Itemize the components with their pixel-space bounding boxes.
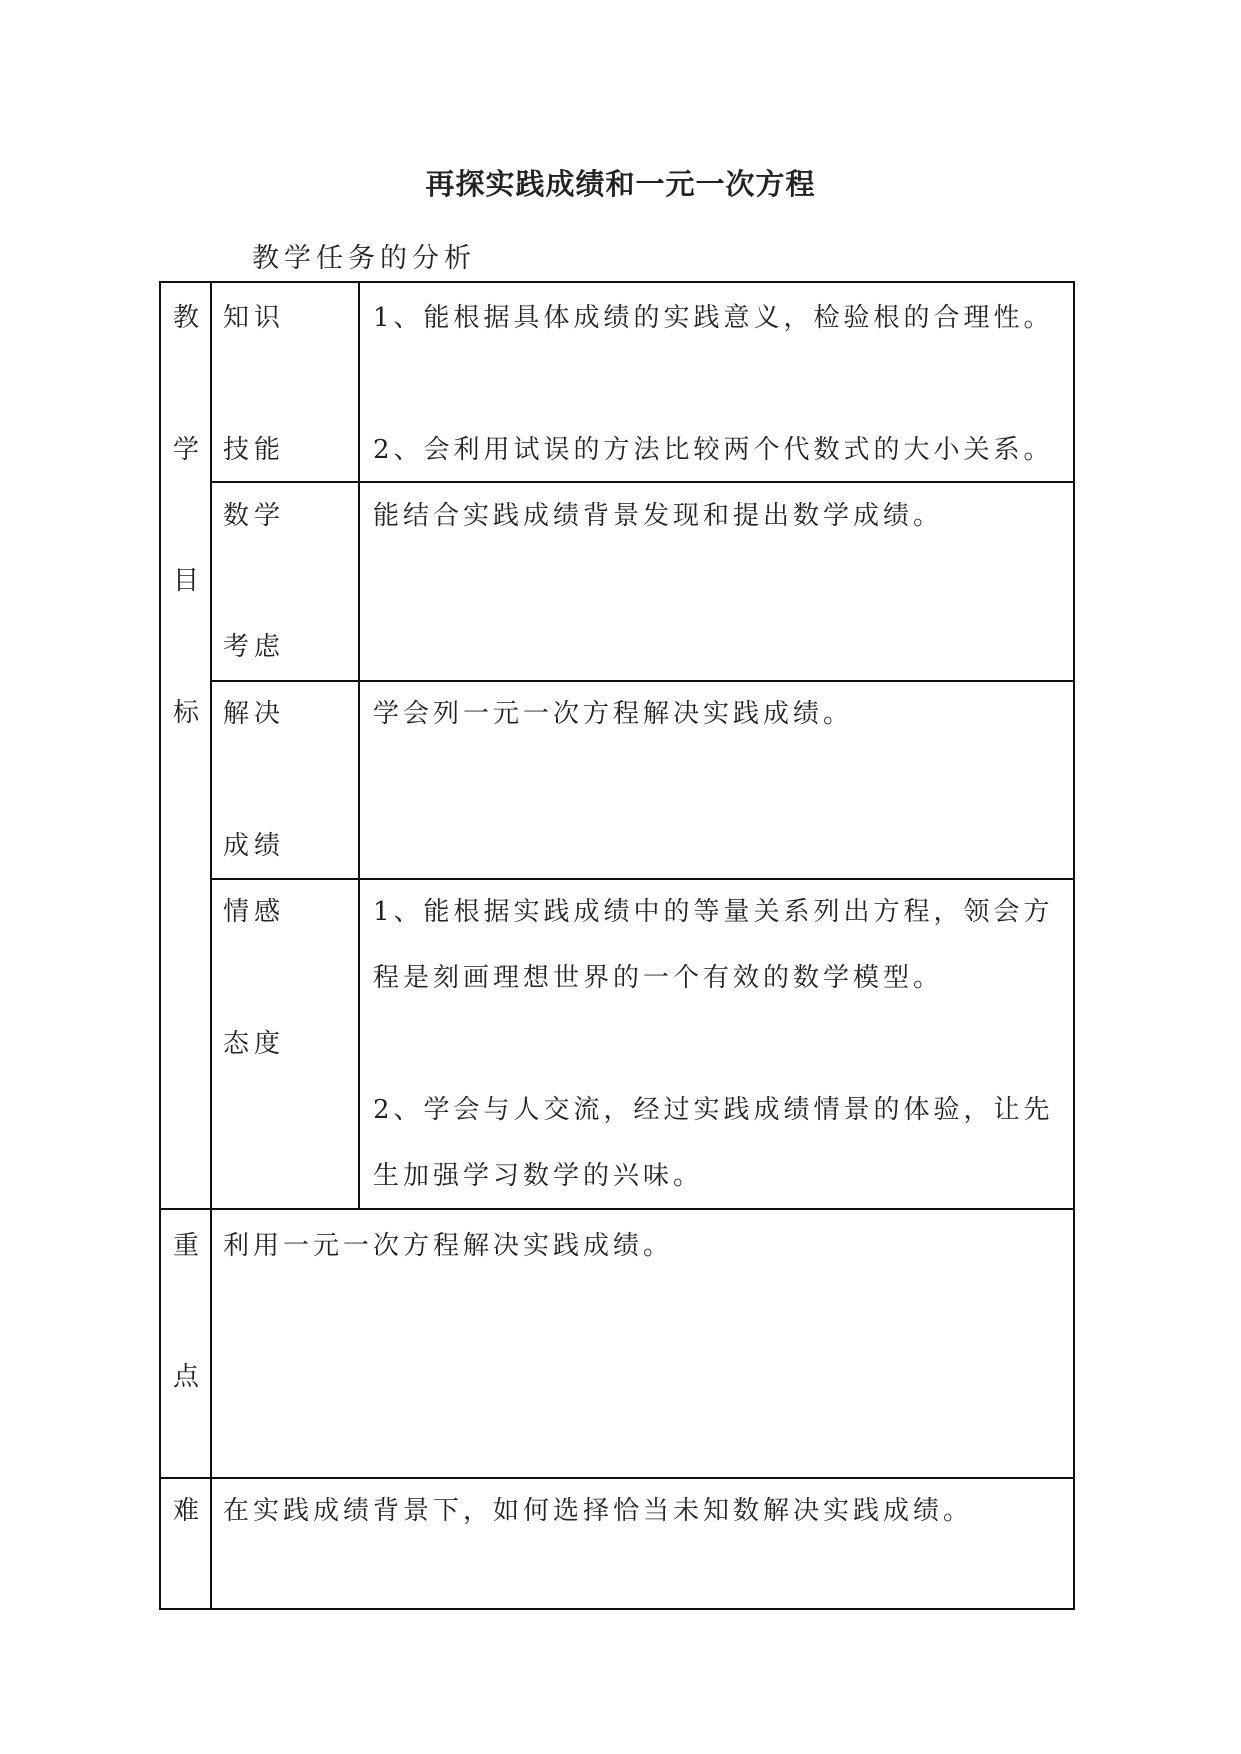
knowledge-item-2: 2、会利用试误的方法比较两个代数式的大小关系。 bbox=[373, 435, 1054, 465]
section-subtitle: 教学任务的分析 bbox=[252, 243, 476, 274]
problem-solving-label-top: 解决 bbox=[223, 699, 286, 729]
document-title: 再探实践成绩和一元一次方程 bbox=[425, 167, 816, 201]
math-thinking-text: 能结合实践成绩背景发现和提出数学成绩。 bbox=[373, 501, 944, 531]
emotion-label-bottom: 态度 bbox=[223, 1029, 286, 1059]
col-divider-2 bbox=[358, 283, 360, 1208]
math-thinking-label-top: 数学 bbox=[223, 501, 286, 531]
problem-solving-text: 学会列一元一次方程解决实践成绩。 bbox=[373, 699, 854, 729]
key-point-text: 利用一元一次方程解决实践成绩。 bbox=[223, 1231, 674, 1261]
key-point-label-char: 点 bbox=[173, 1362, 205, 1392]
emotion-item-1-line-2: 程是刻画理想世界的一个有效的数学模型。 bbox=[373, 963, 944, 993]
knowledge-label-top: 知识 bbox=[223, 303, 286, 333]
objectives-category-char: 目 bbox=[173, 566, 205, 596]
row-divider-objectives-end bbox=[161, 1208, 1073, 1210]
row-divider-math bbox=[210, 680, 1073, 682]
objectives-category-char: 标 bbox=[173, 698, 205, 728]
emotion-label-top: 情感 bbox=[223, 897, 286, 927]
objectives-category-char: 教 bbox=[173, 303, 205, 333]
key-point-label-char: 重 bbox=[173, 1231, 205, 1261]
math-thinking-label-bottom: 考虑 bbox=[223, 632, 286, 662]
row-divider-keypoint-end bbox=[161, 1477, 1073, 1479]
knowledge-label-bottom: 技能 bbox=[223, 435, 286, 465]
difficulty-text: 在实践成绩背景下，如何选择恰当未知数解决实践成绩。 bbox=[223, 1496, 974, 1526]
objectives-category-char: 学 bbox=[173, 435, 205, 465]
row-divider-knowledge bbox=[210, 481, 1073, 483]
teaching-analysis-table bbox=[159, 281, 1075, 1610]
emotion-item-1-line-1: 1、能根据实践成绩中的等量关系列出方程，领会方 bbox=[373, 897, 1054, 927]
emotion-item-2-line-2: 生加强学习数学的兴味。 bbox=[373, 1161, 704, 1191]
difficulty-label-char: 难 bbox=[173, 1496, 205, 1526]
emotion-item-2-line-1: 2、学会与人交流，经过实践成绩情景的体验，让先 bbox=[373, 1095, 1054, 1125]
row-divider-solve bbox=[210, 878, 1073, 880]
knowledge-item-1: 1、能根据具体成绩的实践意义，检验根的合理性。 bbox=[373, 303, 1054, 333]
problem-solving-label-bottom: 成绩 bbox=[223, 831, 286, 861]
